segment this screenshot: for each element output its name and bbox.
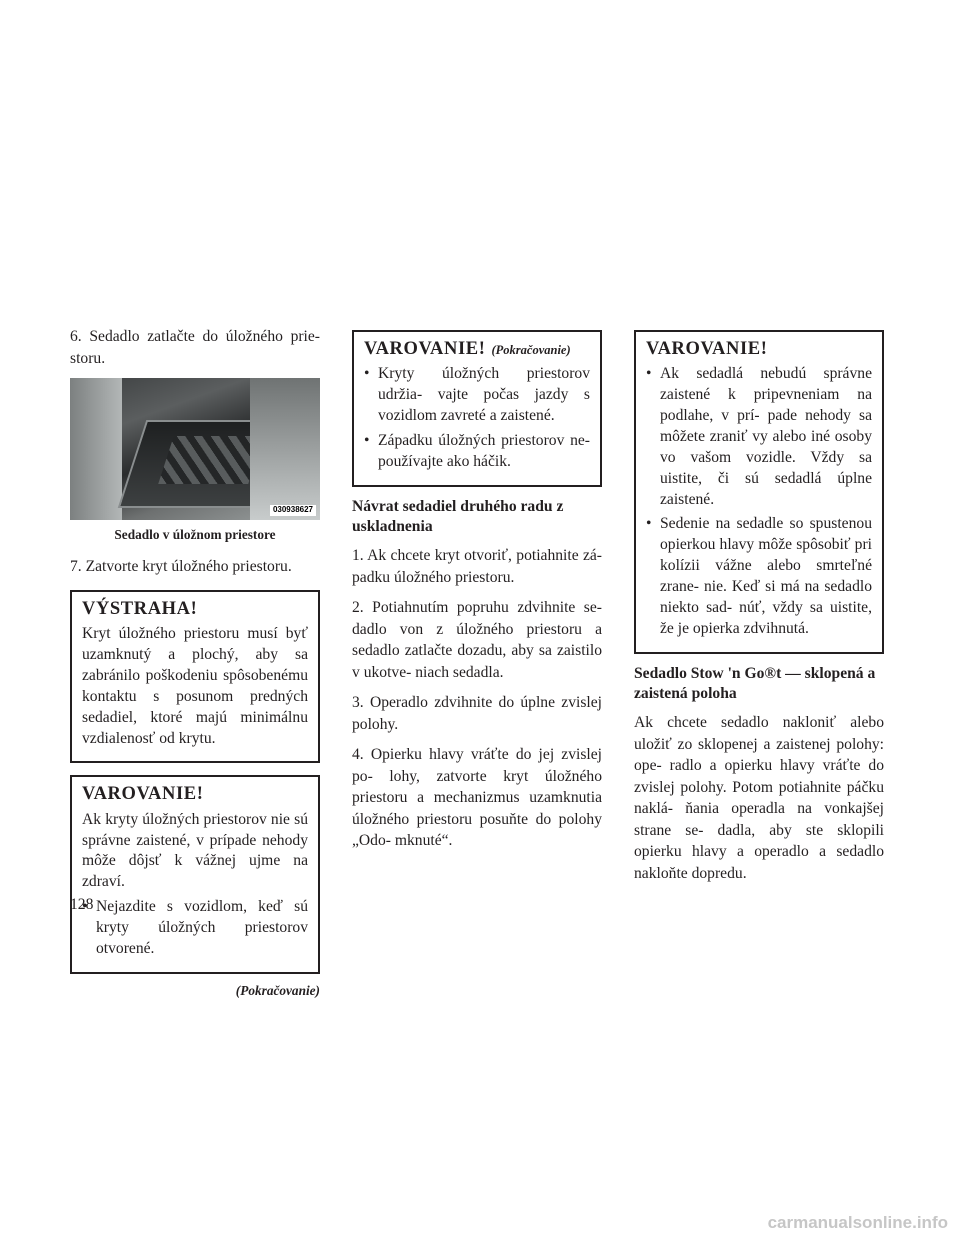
continued-note: (Pokračovanie) (235, 982, 320, 998)
warning-bullet: • Ak sedadlá nebudú správne zaistené k pripevneniam na podlahe, v prí- pade nehody sa môžete zraniť vy alebo iné osoby vo vašom vozidle. Vždy sa uistite, či sú sedadlá úplne zaistené. (646, 364, 872, 510)
photo-caption: Sedadlo v úložnom priestore (114, 527, 276, 543)
warning-bullet: • Západku úložných priestorov ne- používajte ako háčik. (364, 431, 590, 473)
column-middle (352, 326, 602, 861)
warning-bullet: • Nejazdite s vozidlom, keď sú kryty úložných priestorov otvorené. (82, 897, 308, 960)
warning-box-3 (634, 330, 884, 654)
column-right (634, 326, 884, 893)
warning-bullets (364, 364, 590, 472)
step-2: 2. Potiahnutím popruhu zdvihnite se- dadlo von z úložného priestoru a sedadlo zatlačte dozadu, aby sa zaistilo v ukotve- niach sedadla. (352, 599, 602, 681)
caution-title: VÝSTRAHA! (82, 598, 198, 619)
caution-text: Kryt úložného priestoru musí byť uzamknutý a plochý, aby sa zabránilo poškodeniu spôsobenému kontaktu s posunom predných sedadiel, ktoré majú minimálnu vzdialenosť od krytu. (82, 625, 308, 747)
warning-bullet: • Kryty úložných priestorov udržia- vajte počas jazdy s vozidlom zavreté a zaistené. (364, 364, 590, 427)
warning-bullets (646, 364, 872, 640)
warning-text: Ak kryty úložných priestorov nie sú správne zaistené, v prípade nehody môže dôjsť k vážnej ujme na zdraví. (82, 810, 308, 891)
step-1: 1. Ak chcete kryt otvoriť, potiahnite zá- padku úložného priestoru. (352, 547, 602, 586)
warning-bullet: • Sedenie na sedadle so spustenou opierkou hlavy môže spôsobiť pri kolízii vážne alebo smrteľné zrane- nie. Keď si má na sedadlo niekto sad- núť, vždy sa uistite, že je opierka zdvihnutá. (646, 514, 872, 639)
photo-code: 030938627 (270, 505, 316, 516)
warning-title: VAROVANIE! (82, 784, 204, 805)
section-text: Ak chcete sedadlo nakloniť alebo uložiť zo sklopenej a zaistenej polohy: ope- radlo a opierku hlavy vráťte do zvislej polohy. Potom potiahnite páčku naklá- ňania operadla na vonkajšej strane se- dadla, aby ste sklopili opierku hlavy a operadlo a sedadlo nakloňte dopredu. (634, 714, 884, 882)
watermark: carmanualsonline.info (767, 1212, 948, 1232)
section-heading: Sedadlo Stow 'n Go®t — sklopená a zaistená poloha (634, 664, 876, 703)
warning-continued: (Pokračovanie) (491, 343, 571, 357)
column-left (70, 326, 320, 1000)
warning-title: VAROVANIE! (646, 339, 768, 359)
warning-bullets (82, 897, 308, 960)
page-number: 128 (70, 896, 94, 913)
caution-box (70, 590, 320, 764)
seat-in-storage-photo (70, 378, 320, 520)
step-3: 3. Operadlo zdvihnite do úplne zvislej polohy. (352, 694, 602, 733)
warning-box-2 (352, 330, 602, 487)
step-6: 6. Sedadlo zatlačte do úložného prie- storu. (70, 328, 320, 367)
section-heading: Návrat sedadiel druhého radu z uskladnenia (352, 497, 564, 535)
step-7: 7. Zatvorte kryt úložného priestoru. (70, 558, 292, 576)
warning-title: VAROVANIE! (Pokračovanie) (364, 339, 571, 359)
warning-box-1 (70, 775, 320, 973)
step-4: 4. Opierku hlavy vráťte do jej zvislej po- lohy, zatvorte kryt úložného priestoru a mechanizmus uzamknutia úložného priestoru posuňte do polohy „Odo- mknuté“. (352, 746, 602, 850)
